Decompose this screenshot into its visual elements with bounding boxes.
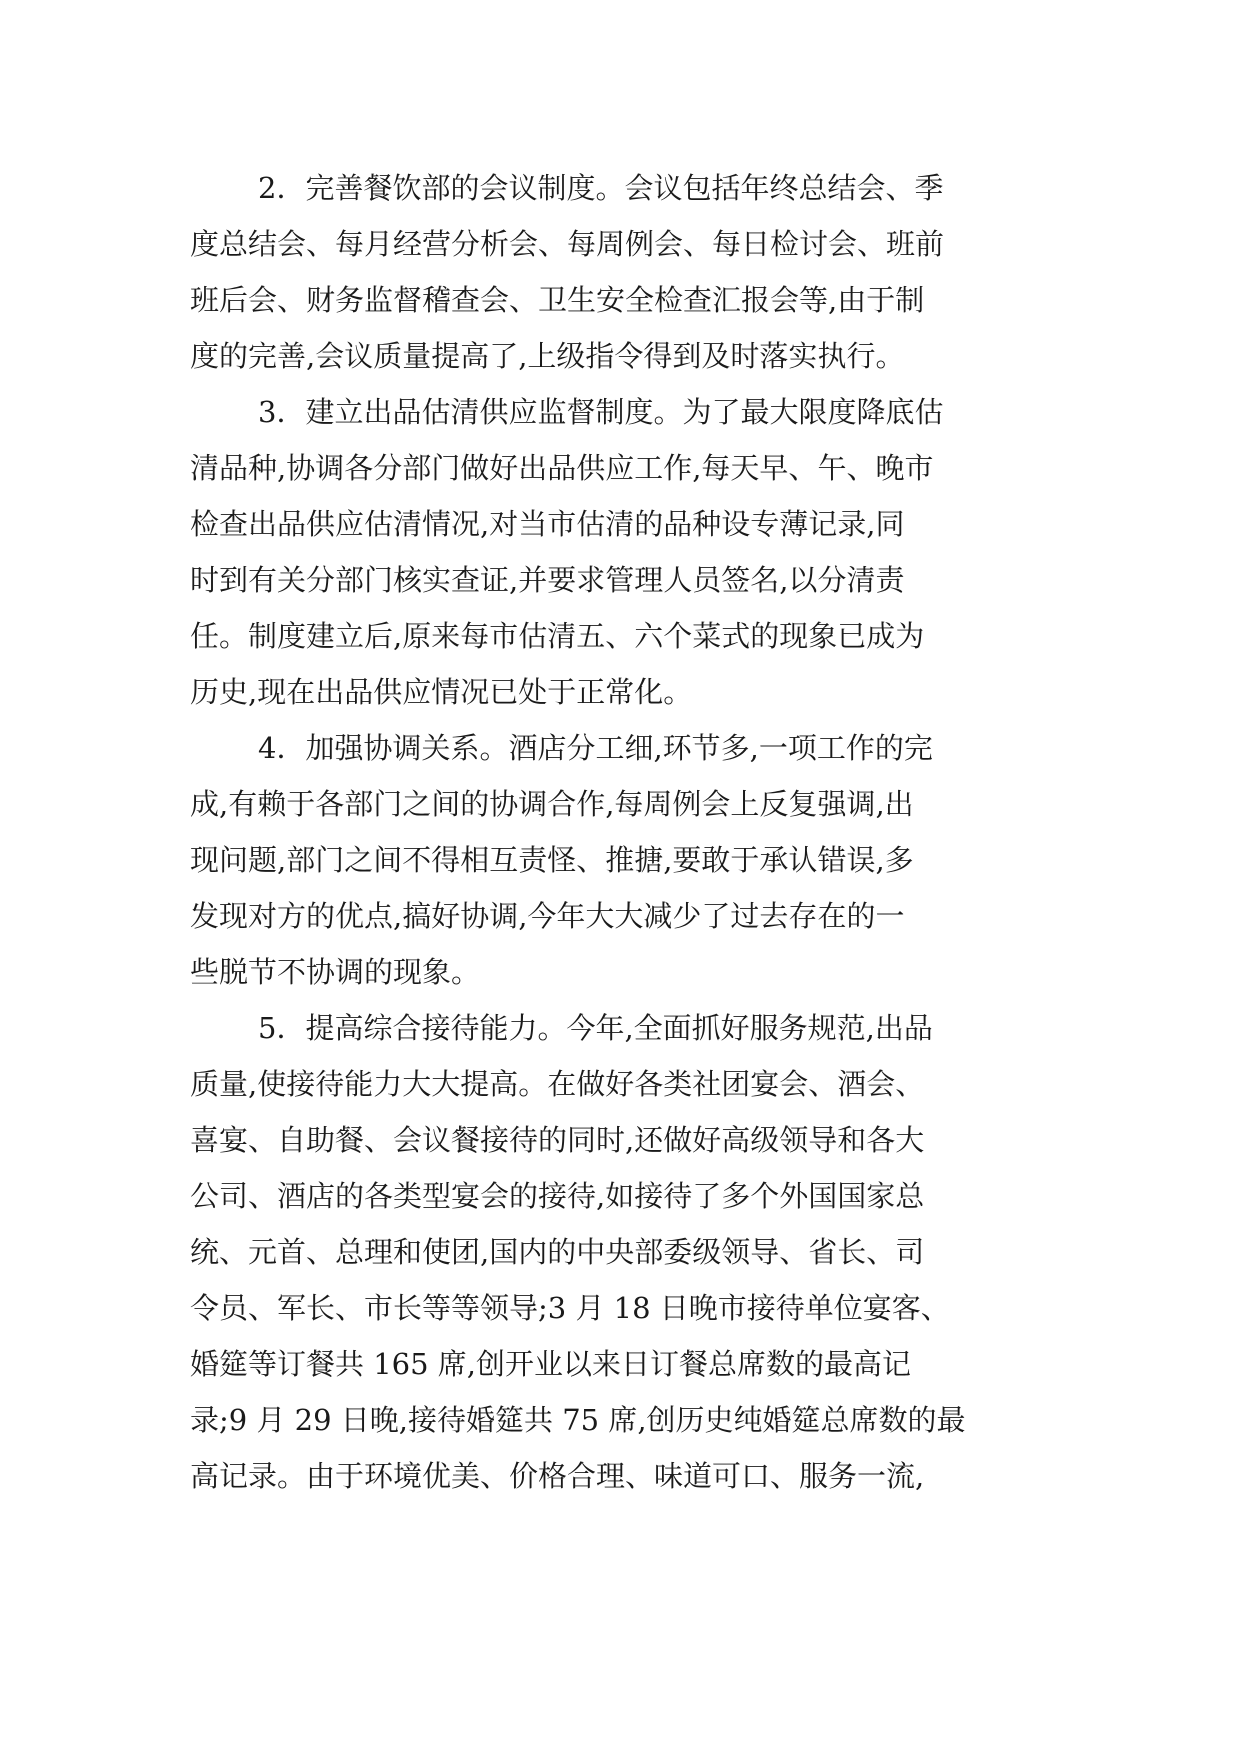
paragraph-line: 成,有赖于各部门之间的协调合作,每周例会上反复强调,出 <box>190 787 914 821</box>
paragraph-line: 班后会、财务监督稽查会、卫生安全检查汇报会等,由于制 <box>190 283 925 317</box>
paragraph-line: 统、元首、总理和使团,国内的中央部委级领导、省长、司 <box>190 1235 925 1269</box>
paragraph-first-line: 5．提高综合接待能力。今年,全面抓好服务规范,出品 <box>258 1011 933 1045</box>
paragraph-line: 现问题,部门之间不得相互责怪、推搪,要敢于承认错误,多 <box>190 843 914 877</box>
paragraph-line: 清品种,协调各分部门做好出品供应工作,每天早、午、晚市 <box>190 451 934 485</box>
paragraph-line: 质量,使接待能力大大提高。在做好各类社团宴会、酒会、 <box>190 1067 925 1101</box>
paragraph-line: 历史,现在出品供应情况已处于正常化。 <box>190 675 693 709</box>
paragraph-line: 喜宴、自助餐、会议餐接待的同时,还做好高级领导和各大 <box>190 1123 925 1157</box>
paragraph-first-line: 2．完善餐饮部的会议制度。会议包括年终总结会、季 <box>258 171 944 205</box>
paragraph-line: 度的完善,会议质量提高了,上级指令得到及时落实执行。 <box>190 339 905 373</box>
paragraph-first-line: 4．加强协调关系。酒店分工细,环节多,一项工作的完 <box>258 731 933 765</box>
paragraph-line: 公司、酒店的各类型宴会的接待,如接待了多个外国国家总 <box>190 1179 925 1213</box>
paragraph-line: 时到有关分部门核实查证,并要求管理人员签名,以分清责 <box>190 563 905 597</box>
paragraph-line: 些脱节不协调的现象。 <box>190 955 481 989</box>
paragraph-line: 任。制度建立后,原来每市估清五、六个菜式的现象已成为 <box>190 619 925 653</box>
paragraph-line: 度总结会、每月经营分析会、每周例会、每日检讨会、班前 <box>190 227 945 261</box>
paragraph-line: 婚筵等订餐共 165 席,创开业以来日订餐总席数的最高记 <box>190 1347 912 1381</box>
paragraph-line: 令员、军长、市长等等领导;3 月 18 日晚市接待单位宴客、 <box>190 1291 950 1325</box>
paragraph-line: 发现对方的优点,搞好协调,今年大大减少了过去存在的一 <box>190 899 905 933</box>
paragraph-first-line: 3．建立出品估清供应监督制度。为了最大限度降底估 <box>258 395 944 429</box>
paragraph-line: 高记录。由于环境优美、价格合理、味道可口、服务一流, <box>190 1459 925 1493</box>
paragraph-line: 检查出品供应估清情况,对当市估清的品种设专薄记录,同 <box>190 507 905 541</box>
body-text <box>190 160 1050 1504</box>
paragraph-line: 录;9 月 29 日晚,接待婚筵共 75 席,创历史纯婚筵总席数的最 <box>190 1403 966 1437</box>
